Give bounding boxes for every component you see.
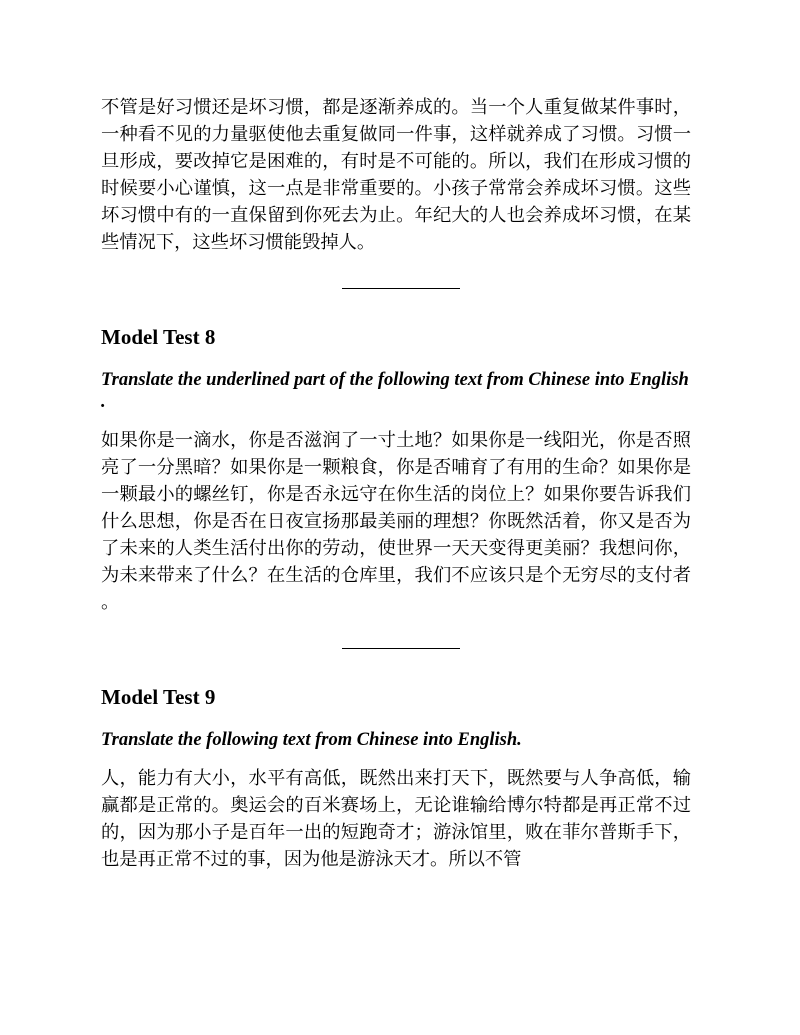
section-divider-1 (342, 288, 460, 289)
model-test-9-paragraph: 人，能力有大小，水平有高低，既然出来打天下，既然要与人争高低，输赢都是正常的。奥运会的百米赛场上，无论谁输给博尔特都是再正常不过的，因为那小子是百年一出的短跑奇才；游泳馆里，败在菲尔普斯手下，也是再正常不过的事，因为他是游泳天才。所以不管 (101, 768, 691, 870)
model-test-9-title: Model Test 9 (101, 685, 216, 709)
model-test-9-instruction: Translate the following text from Chinese into English. (101, 730, 522, 750)
model-test-8-title: Model Test 8 (101, 325, 216, 349)
model-test-8-instruction: Translate the underlined part of the following text from Chinese into English. (101, 370, 689, 412)
document-page (101, 94, 691, 873)
section-divider-2 (342, 648, 460, 649)
model-test-8-paragraph: 如果你是一滴水，你是否滋润了一寸土地？如果你是一线阳光，你是否照亮了一分黑暗？如果你是一颗粮食，你是否哺育了有用的生命？如果你是一颗最小的螺丝钉，你是否永远守在你生活的岗位上？如果你要告诉我们什么思想，你是否在日夜宣扬那最美丽的理想？你既然活着，你又是否为了未来的人类生活付出你的劳动，使世界一天天变得更美丽？我想问你，为未来带来了什么？在生活的仓库里，我们不应该只是个无穷尽的支付者。 (101, 430, 691, 613)
intro-paragraph: 不管是好习惯还是坏习惯，都是逐渐养成的。当一个人重复做某件事时，一种看不见的力量驱使他去重复做同一件事，这样就养成了习惯。习惯一旦形成，要改掉它是困难的，有时是不可能的。所以，我们在形成习惯的时候要小心谨慎，这一点是非常重要的。小孩子常常会养成坏习惯。这些坏习惯中有的一直保留到你死去为止。年纪大的人也会养成坏习惯，在某些情况下，这些坏习惯能毁掉人。 (101, 97, 691, 253)
